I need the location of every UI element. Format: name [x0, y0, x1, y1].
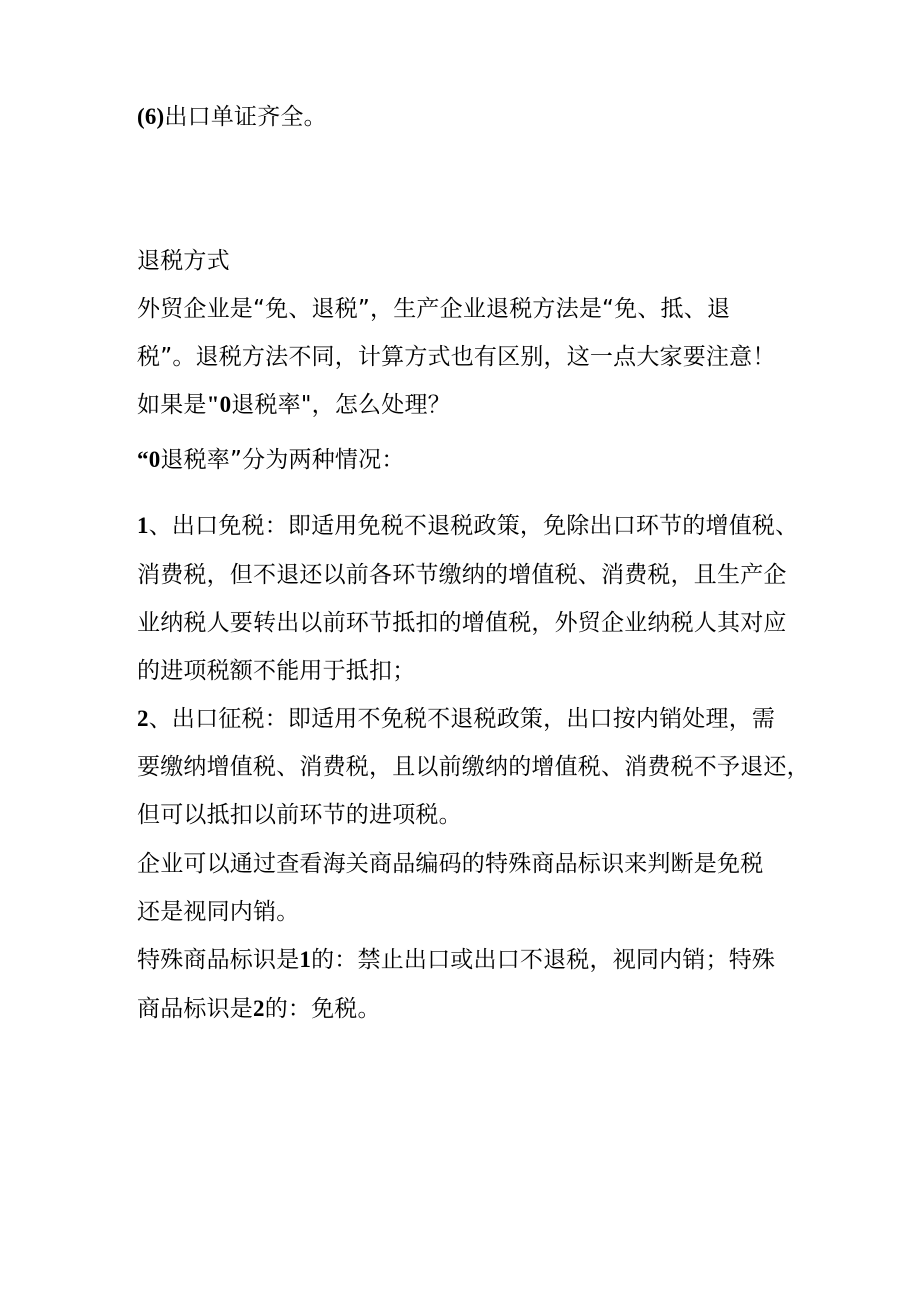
- case-1-line-2: 消费税，但不退还以前各环节缴纳的增值税、消费税，且生产企: [137, 562, 787, 588]
- case-2-number: 2: [137, 706, 149, 731]
- case-2-line-1: [137, 704, 775, 734]
- paragraph-1-line-2: 税”。退税方法不同，计算方式也有区别，这一点大家要注意！: [137, 344, 776, 370]
- paragraph-5-number-1: 1: [299, 947, 312, 972]
- paragraph-2-quote-zero: "0: [206, 392, 232, 417]
- paragraph-5-line-2: [137, 994, 381, 1024]
- case-1-line-4: 的进项税额不能用于抵扣；: [137, 658, 416, 684]
- paragraph-5-line-1: [137, 945, 775, 975]
- case-2-line-2: 要缴纳增值税、消费税，且以前缴纳的增值税、消费税不予退还，: [137, 754, 810, 780]
- paragraph-5-mid: 的：禁止出口或出口不退税，视同内销；特殊: [311, 947, 776, 973]
- paragraph-1-line-1: 外贸企业是“免、退税”，生产企业退税方法是“免、抵、退: [137, 296, 731, 322]
- paragraph-3-post: 退税率”分为两种情况：: [160, 447, 405, 473]
- paragraph-4-line-1: 企业可以通过查看海关商品编码的特殊商品标识来判断是免税: [137, 851, 764, 877]
- paragraph-3: [137, 445, 405, 475]
- paragraph-5-post: 的：免税。: [264, 996, 381, 1022]
- case-1-line-3: 业纳税人要转出以前环节抵扣的增值税，外贸企业纳税人其对应: [137, 610, 787, 636]
- section-heading: 退税方式: [137, 248, 230, 274]
- paragraph-2-pre: 如果是: [137, 392, 207, 418]
- paragraph-5-pre-2: 商品标识是: [137, 996, 253, 1022]
- item-6-text: 出口单证齐全。: [164, 104, 327, 130]
- case-2-line-1-text: 、出口征税：即适用不免税不退税政策，出口按内销处理，需: [148, 706, 776, 732]
- paragraph-2: [137, 390, 451, 420]
- paragraph-4-line-2: 还是视同内销。: [137, 899, 300, 925]
- case-1-number: 1: [137, 513, 149, 538]
- item-6: [137, 102, 327, 132]
- paragraph-3-quote-zero: “0: [137, 447, 161, 472]
- item-6-number: (6): [137, 104, 165, 129]
- paragraph-2-post: 退税率"，怎么处理？: [231, 392, 451, 418]
- case-1-line-1-text: 、出口免税：即适用免税不退税政策，免除出口环节的增值税、: [148, 513, 799, 539]
- paragraph-5-pre: 特殊商品标识是: [137, 947, 300, 973]
- paragraph-5-number-2: 2: [253, 996, 265, 1021]
- case-2-line-3: 但可以抵扣以前环节的进项税。: [137, 802, 462, 828]
- case-1-line-1: [137, 511, 798, 541]
